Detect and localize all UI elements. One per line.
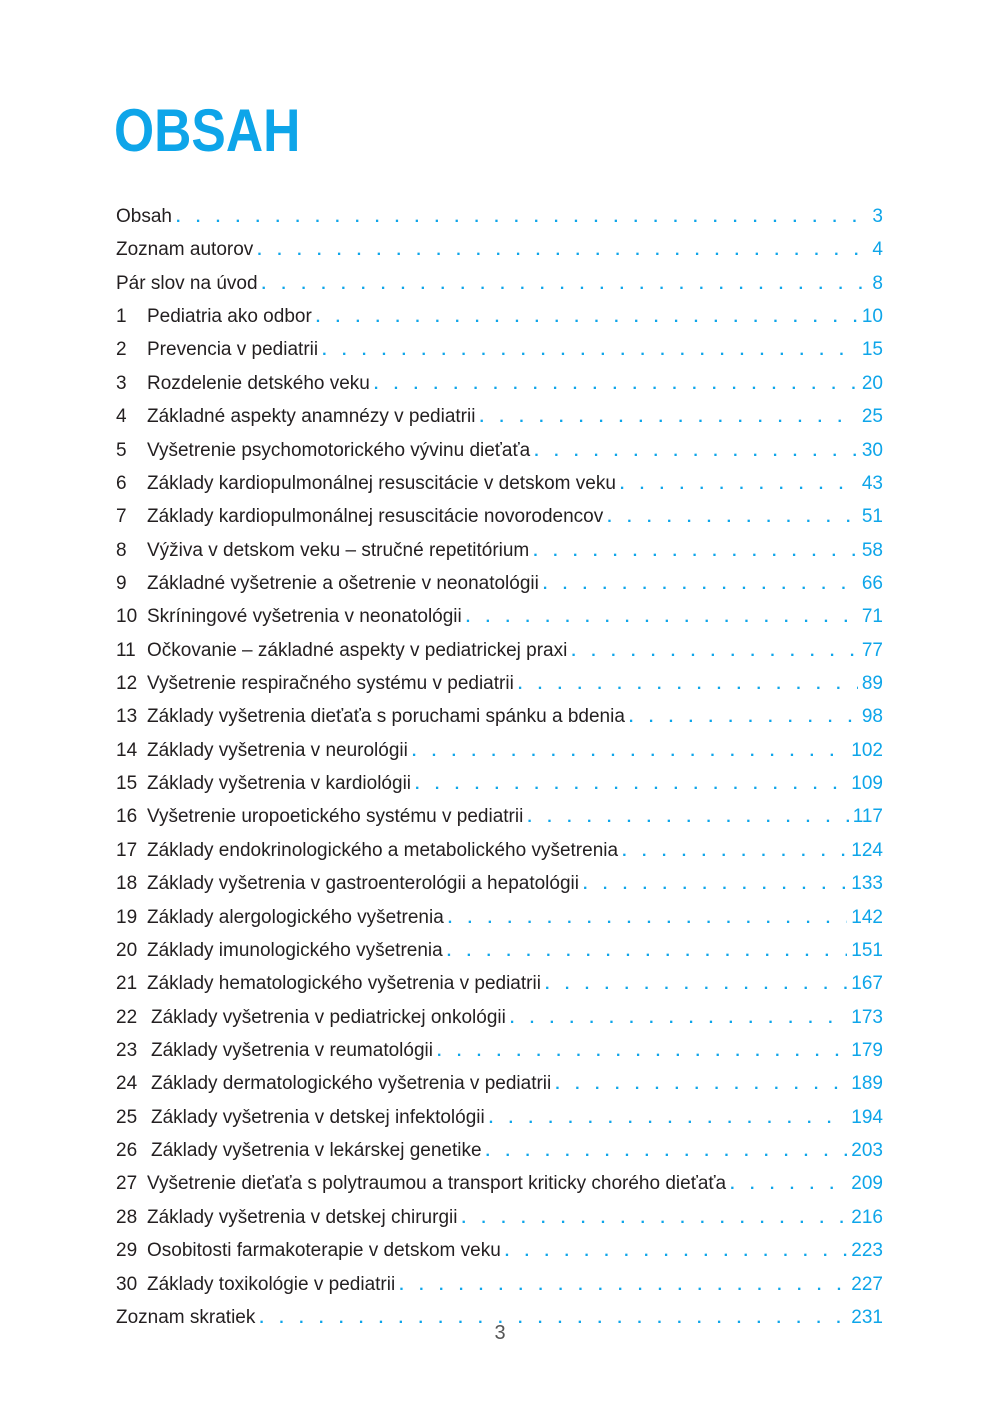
toc-entry-page: 231 [851,1306,883,1328]
toc-entry-page: 10 [861,306,883,328]
toc-entry-page: 15 [861,339,883,361]
toc-entry[interactable] [116,500,883,533]
toc-entry-number: 18 [116,873,138,895]
toc-entry-title: Základy vyšetrenia v detskej infektológii [151,1106,485,1128]
toc-entry[interactable] [116,867,883,900]
dot-leader [543,568,858,601]
dot-leader [479,401,857,434]
toc-entry-title: Základy endokrinologického a metabolického vyšetrenia [147,839,619,861]
toc-entry-page: 216 [851,1206,883,1228]
toc-entry[interactable] [116,600,883,633]
toc-entry-title: Skríningové vyšetrenia v neonatológii [147,606,462,628]
toc-entry-title: Osobitosti farmakoterapie v detskom veku [147,1240,501,1262]
dot-leader [399,1269,847,1302]
toc-entry-number: 27 [116,1173,138,1195]
toc-entry[interactable] [116,967,883,1000]
table-of-contents [116,200,883,1334]
toc-entry[interactable] [116,1067,883,1100]
toc-entry-number: 8 [116,539,127,561]
page-number: 3 [494,1322,506,1344]
toc-entry-number: 9 [116,572,127,594]
dot-leader [620,468,858,501]
toc-entry-page: 3 [872,206,883,227]
toc-entry[interactable] [116,1034,883,1067]
toc-entry-page: 102 [851,739,883,761]
toc-entry[interactable] [116,901,883,934]
toc-entry-number: 15 [116,773,138,795]
toc-entry-number: 12 [116,673,138,695]
toc-entry[interactable] [116,734,883,767]
toc-entry-title: Základy vyšetrenia v reumatológii [151,1039,433,1061]
toc-entry-page: 109 [851,773,883,795]
toc-entry-number: 10 [116,606,138,628]
toc-entry[interactable] [116,233,883,266]
toc-entry-number: 19 [116,906,138,928]
toc-entry-number: 6 [116,472,127,494]
toc-entry-title: Vyšetrenie psychomotorického vývinu dieťaťa [147,439,531,461]
dot-leader [257,234,868,267]
toc-entry-title: Základy vyšetrenia dieťaťa s poruchami spánku a bdenia [147,706,625,728]
toc-entry[interactable] [116,200,883,233]
dot-leader [316,301,858,334]
dot-leader [437,1035,847,1068]
toc-entry-page: 189 [851,1073,883,1095]
toc-entry[interactable] [116,1134,883,1167]
toc-entry-title: Základy vyšetrenia v kardiológii [147,773,412,795]
dot-leader [505,1235,848,1268]
toc-entry[interactable] [116,300,883,333]
toc-entry-page: 25 [861,406,883,428]
dot-leader [374,368,858,401]
toc-entry-number: 24 [116,1073,138,1095]
toc-entry-title: Základy hematologického vyšetrenia v pediatrii [147,973,541,995]
toc-entry[interactable] [116,667,883,700]
toc-entry-page: 4 [872,239,883,261]
dot-leader [448,902,848,935]
toc-entry-number: 16 [116,806,138,828]
toc-entry-page: 89 [861,673,883,695]
toc-entry[interactable] [116,567,883,600]
toc-entry-page: 66 [861,572,883,594]
toc-entry-title: Základy imunologického vyšetrenia [147,939,443,961]
toc-entry-page: 117 [852,806,883,828]
toc-entry[interactable] [116,767,883,800]
toc-entry-number: 22 [116,1006,138,1028]
dot-leader [527,801,848,834]
toc-entry-page: 203 [851,1140,883,1162]
toc-entry-page: 43 [861,472,883,494]
dot-leader [518,668,858,701]
toc-entry-title: Zoznam autorov [116,239,254,261]
dot-leader [510,1002,847,1035]
toc-entry-page: 98 [861,706,883,728]
toc-entry-number: 14 [116,739,138,761]
toc-entry-title: Vyšetrenie respiračného systému v pediatrii [147,673,514,695]
toc-entry[interactable] [116,267,883,300]
toc-entry-title: Základy alergologického vyšetrenia [147,906,444,928]
toc-entry-page: 71 [861,606,883,628]
dot-leader [262,268,869,301]
toc-entry[interactable] [116,800,883,833]
dot-leader [533,535,858,568]
toc-entry-number: 26 [116,1140,138,1162]
toc-entry-title: Základy vyšetrenia v pediatrickej onkológii [151,1006,506,1028]
dot-leader [571,635,858,668]
toc-entry-number: 25 [116,1106,138,1128]
toc-entry-number: 5 [116,439,127,461]
toc-entry-title: Základy vyšetrenia v gastroenterológii a hepatológii [147,873,579,895]
toc-entry-title: Rozdelenie detského veku [147,372,370,394]
toc-entry[interactable] [116,1201,883,1234]
toc-entry-page: 8 [872,272,883,294]
toc-entry[interactable] [116,534,883,567]
toc-entry-title: Základy kardiopulmonálnej resuscitácie v detskom veku [147,472,616,494]
toc-entry[interactable] [116,634,883,667]
dot-leader [176,201,868,234]
toc-entry-title: Základy toxikológie v pediatrii [147,1273,396,1295]
dot-leader [486,1135,848,1168]
toc-entry[interactable] [116,1268,883,1301]
toc-entry-page: 194 [851,1106,883,1128]
toc-entry-page: 173 [851,1006,883,1028]
toc-entry[interactable] [116,700,883,733]
toc-entry-title: Obsah [116,206,172,227]
toc-entry-number: 7 [116,506,127,528]
dot-leader [607,501,858,534]
toc-entry[interactable] [116,934,883,967]
toc-entry-number: 13 [116,706,138,728]
dot-leader [555,1068,847,1101]
toc-entry-number: 28 [116,1206,138,1228]
toc-entry-number: 3 [116,372,127,394]
toc-entry-title: Zoznam skratiek [116,1306,256,1328]
toc-entry-number: 23 [116,1039,138,1061]
toc-entry-title: Základy vyšetrenia v lekárskej genetike [151,1140,482,1162]
toc-entry[interactable] [116,1167,883,1200]
toc-entry[interactable] [116,1101,883,1134]
dot-leader [461,1202,847,1235]
toc-entry[interactable] [116,1001,883,1034]
toc-entry-page: 51 [861,506,883,528]
toc-entry[interactable] [116,367,883,400]
toc-entry-page: 209 [851,1173,883,1195]
toc-entry[interactable] [116,1234,883,1267]
toc-entry-number: 2 [116,339,127,361]
dot-leader [545,968,847,1001]
dot-leader [447,935,848,968]
toc-entry-number: 4 [116,406,127,428]
toc-entry-title: Základy vyšetrenia v detskej chirurgii [147,1206,458,1228]
toc-entry-number: 29 [116,1240,138,1262]
dot-leader [534,435,858,468]
toc-entry-page: 223 [851,1240,883,1262]
toc-entry-title: Výživa v detskom veku – stručné repetitórium [147,539,530,561]
toc-entry-page: 151 [851,939,883,961]
dot-leader [412,735,847,768]
toc-entry[interactable] [116,834,883,867]
page-title: OBSAH [114,97,301,164]
toc-entry-title: Pediatria ako odbor [147,306,312,328]
toc-entry-number: 21 [116,973,138,995]
toc-entry[interactable] [116,333,883,366]
toc-entry-number: 1 [116,306,127,328]
toc-entry-page: 20 [861,372,883,394]
toc-entry-title: Vyšetrenie dieťaťa s polytraumou a transport kriticky chorého dieťaťa [147,1173,727,1195]
toc-entry-title: Prevencia v pediatrii [147,339,319,361]
dot-leader [322,334,858,367]
toc-entry-title: Základné aspekty anamnézy v pediatrii [147,406,476,428]
toc-entry-page: 58 [861,539,883,561]
toc-entry-page: 142 [851,906,883,928]
dot-leader [415,768,847,801]
toc-entry-number: 20 [116,939,138,961]
toc-entry[interactable] [116,467,883,500]
dot-leader [730,1168,847,1201]
dot-leader [489,1102,848,1135]
dot-leader [629,701,858,734]
toc-entry-page: 179 [851,1039,883,1061]
toc-entry-page: 77 [861,639,883,661]
toc-entry[interactable] [116,434,883,467]
toc-entry-title: Vyšetrenie uropoetického systému v pediatrii [147,806,524,828]
dot-leader [622,835,847,868]
toc-entry-number: 11 [116,639,136,661]
dot-leader [466,601,858,634]
toc-entry-number: 17 [116,839,138,861]
dot-leader [583,868,847,901]
toc-entry-page: 167 [851,973,883,995]
toc-entry[interactable] [116,400,883,433]
toc-entry-page: 133 [851,873,883,895]
toc-entry-title: Základy dermatologického vyšetrenia v pediatrii [151,1073,552,1095]
toc-entry-title: Základy vyšetrenia v neurológii [147,739,408,761]
toc-entry-number: 30 [116,1273,138,1295]
toc-entry-page: 30 [861,439,883,461]
toc-entry-title: Pár slov na úvod [116,272,258,294]
toc-entry-title: Očkovanie – základné aspekty v pediatrickej praxi [147,639,568,661]
toc-entry-title: Základné vyšetrenie a ošetrenie v neonatológii [147,572,539,594]
toc-entry-title: Základy kardiopulmonálnej resuscitácie novorodencov [147,506,604,528]
toc-entry-page: 124 [851,839,883,861]
toc-entry-page: 227 [851,1273,883,1295]
